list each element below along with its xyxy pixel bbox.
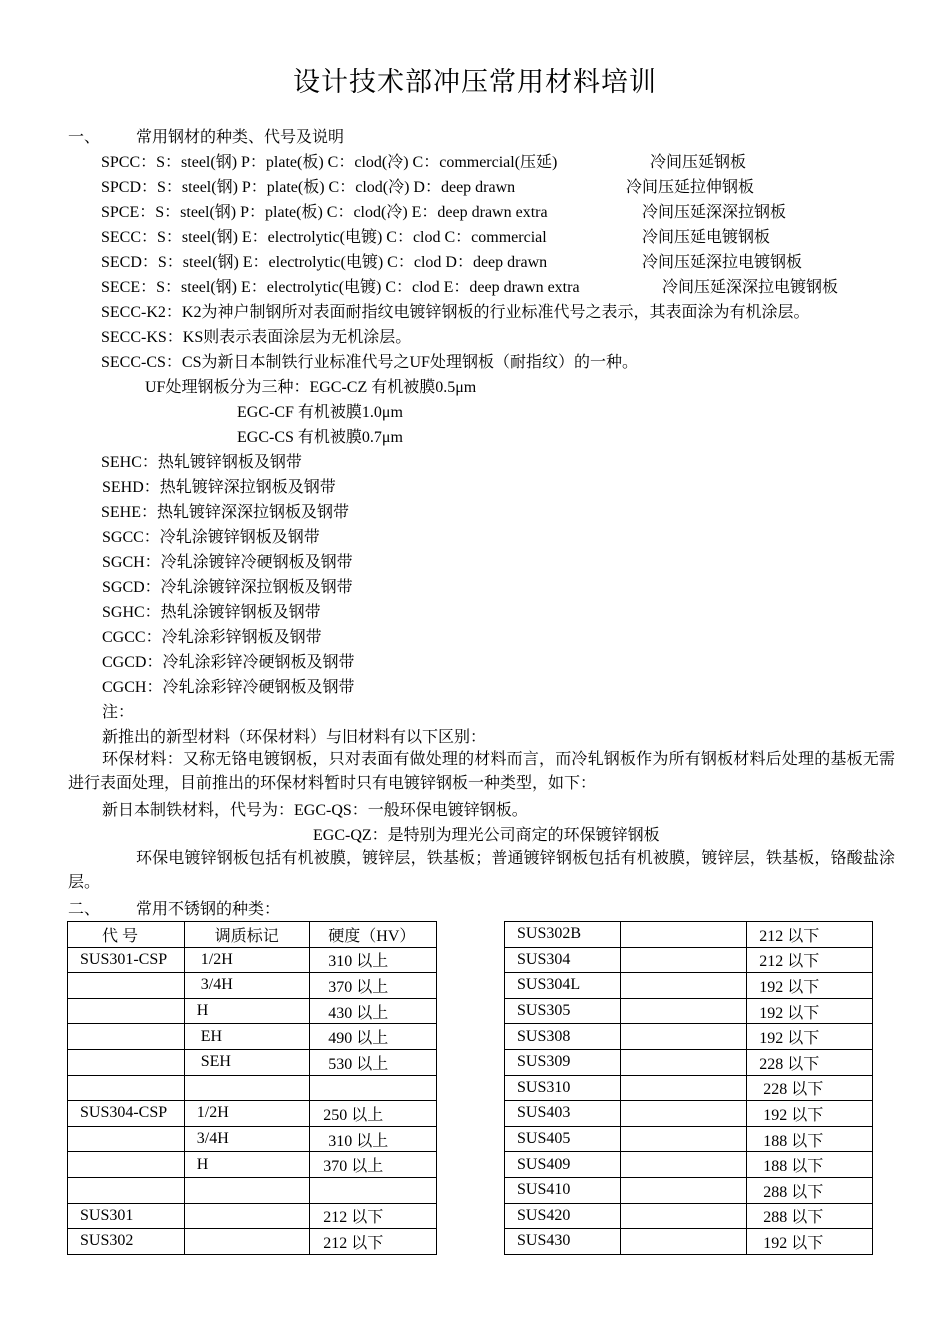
table-row bbox=[505, 1229, 873, 1255]
cell: SUS304 bbox=[505, 947, 621, 973]
header-hardness: 硬度（HV） bbox=[310, 922, 437, 948]
cell: 192 以下 bbox=[747, 1229, 873, 1255]
cell bbox=[620, 1049, 746, 1075]
cell: 250 以上 bbox=[310, 1101, 437, 1127]
galv-item: SGCC：冷轧涂镀锌钢板及钢带 bbox=[102, 529, 320, 546]
cell: 188 以下 bbox=[747, 1152, 873, 1178]
cell: SUS308 bbox=[505, 1024, 621, 1050]
cell bbox=[620, 947, 746, 973]
galv-item: SGHC：热轧涂镀锌钢板及钢带 bbox=[102, 604, 321, 621]
cell bbox=[620, 1203, 746, 1229]
cell bbox=[68, 1126, 185, 1152]
stainless-table-left bbox=[67, 921, 437, 1255]
cell: SUS301 bbox=[68, 1203, 185, 1229]
cell: 192 以下 bbox=[747, 973, 873, 999]
table-row bbox=[68, 947, 437, 973]
cell: SUS304-CSP bbox=[68, 1101, 185, 1127]
cell bbox=[620, 1101, 746, 1127]
section-1-number: 一、 bbox=[68, 129, 101, 146]
table-row bbox=[505, 973, 873, 999]
code-cn-secd: 冷间压延深拉电镀钢板 bbox=[642, 254, 803, 271]
code-cn-sece: 冷间压延深深拉电镀钢板 bbox=[662, 279, 839, 296]
cell bbox=[68, 1152, 185, 1178]
cell: 228 以下 bbox=[747, 1049, 873, 1075]
cell: 1/2H bbox=[184, 1101, 310, 1127]
cell bbox=[68, 1177, 185, 1203]
galv-item: SEHE：热轧镀锌深深拉钢板及钢带 bbox=[101, 504, 350, 521]
code-desc: SPCC：S：steel(钢) P：plate(板) C：clod(冷) C：commercial(压延) bbox=[101, 154, 558, 171]
cell: SUS420 bbox=[505, 1203, 621, 1229]
cell: SUS410 bbox=[505, 1177, 621, 1203]
table-row bbox=[505, 1126, 873, 1152]
cell: SUS405 bbox=[505, 1126, 621, 1152]
cell: 188 以下 bbox=[747, 1126, 873, 1152]
cell: 3/4H bbox=[184, 973, 310, 999]
uf-cf-line: EGC-CF 有机被膜1.0μm bbox=[237, 404, 403, 421]
table-row bbox=[505, 1203, 873, 1229]
qs-line: 新日本制铁材料，代号为：EGC-QS：一般环保电镀锌钢板。 bbox=[102, 802, 528, 819]
cell: 192 以下 bbox=[747, 998, 873, 1024]
note-intro: 新推出的新型材料（环保材料）与旧材料有以下区别： bbox=[102, 729, 487, 746]
table-row bbox=[68, 1075, 437, 1101]
cell bbox=[620, 1152, 746, 1178]
cell bbox=[68, 998, 185, 1024]
secc-cs-line: SECC-CS：CS为新日本制铁行业标准代号之UF处理钢板（耐指纹）的一种。 bbox=[101, 354, 638, 371]
cell bbox=[310, 1177, 437, 1203]
cell bbox=[620, 1075, 746, 1101]
qz-line: EGC-QZ：是特别为理光公司商定的环保镀锌钢板 bbox=[313, 827, 660, 844]
galv-item: CGCH：冷轧涂彩锌冷硬钢板及钢带 bbox=[102, 679, 355, 696]
table-row bbox=[68, 973, 437, 999]
header-temper: 调质标记 bbox=[184, 922, 310, 948]
cell bbox=[68, 973, 185, 999]
cell: 430 以上 bbox=[310, 998, 437, 1024]
cell: 288 以下 bbox=[747, 1177, 873, 1203]
cell: SUS309 bbox=[505, 1049, 621, 1075]
galv-item: SEHC：热轧镀锌钢板及钢带 bbox=[101, 454, 302, 471]
cell: SUS304L bbox=[505, 973, 621, 999]
cell: 228 以下 bbox=[747, 1075, 873, 1101]
code-line-secc bbox=[101, 228, 547, 248]
code-line-spcd bbox=[101, 178, 515, 198]
cell: 490 以上 bbox=[310, 1024, 437, 1050]
table-row bbox=[68, 1152, 437, 1178]
cell bbox=[620, 1024, 746, 1050]
section-2-heading bbox=[68, 900, 280, 920]
cell: 212 以下 bbox=[747, 947, 873, 973]
cell bbox=[68, 1024, 185, 1050]
cell bbox=[184, 1203, 310, 1229]
cell: 192 以下 bbox=[747, 1101, 873, 1127]
table-header-row bbox=[68, 922, 437, 948]
code-desc: SPCE：S：steel(钢) P：plate(板) C：clod(冷) E：deep drawn extra bbox=[101, 204, 548, 221]
table-row bbox=[68, 1024, 437, 1050]
cell: H bbox=[184, 998, 310, 1024]
cell bbox=[620, 922, 746, 948]
cell bbox=[68, 1075, 185, 1101]
cell: 192 以下 bbox=[747, 1024, 873, 1050]
cell: 370 以上 bbox=[310, 973, 437, 999]
secc-k2-line: SECC-K2：K2为神户制钢所对表面耐指纹电镀锌钢板的行业标准代号之表示，其表面涂为有机涂层。 bbox=[101, 304, 810, 321]
galv-item: CGCC：冷轧涂彩锌钢板及钢带 bbox=[102, 629, 322, 646]
code-desc: SECE：S：steel(钢) E：electrolytic(电镀) C：clod E：deep drawn extra bbox=[101, 279, 580, 296]
uf-cs-line: EGC-CS 有机被膜0.7μm bbox=[237, 429, 403, 446]
table-row bbox=[505, 947, 873, 973]
cell: SUS301-CSP bbox=[68, 947, 185, 973]
header-code: 代 号 bbox=[68, 922, 185, 948]
cell bbox=[620, 1229, 746, 1255]
eco-paragraph: 环保材料：又称无铬电镀钢板，只对表面有做处理的材料而言，而冷轧钢板作为所有钢板材料后处理的基板无需进行表面处理，目前推出的环保材料暂时只有电镀锌钢板一种类型，如下： bbox=[68, 751, 895, 792]
cell: SUS409 bbox=[505, 1152, 621, 1178]
code-cn-spce: 冷间压延深深拉钢板 bbox=[642, 204, 787, 221]
code-desc: SECC：S：steel(钢) E：electrolytic(电镀) C：clod C：commercial bbox=[101, 229, 547, 246]
uf-intro-line: UF处理钢板分为三种：EGC-CZ 有机被膜0.5μm bbox=[145, 379, 477, 396]
cell: H bbox=[184, 1152, 310, 1178]
cell bbox=[620, 1177, 746, 1203]
cell: 212 以下 bbox=[310, 1229, 437, 1255]
section-2-title: 常用不锈钢的种类： bbox=[136, 901, 281, 918]
code-cn-secc: 冷间压延电镀钢板 bbox=[642, 229, 771, 246]
stainless-table-right bbox=[504, 921, 873, 1255]
cell: 288 以下 bbox=[747, 1203, 873, 1229]
cell bbox=[68, 1049, 185, 1075]
galv-item: CGCD：冷轧涂彩锌冷硬钢板及钢带 bbox=[102, 654, 355, 671]
cell: SEH bbox=[184, 1049, 310, 1075]
section-2-number: 二、 bbox=[68, 901, 101, 918]
cell: SUS310 bbox=[505, 1075, 621, 1101]
galv-item: SGCD：冷轧涂镀锌深拉钢板及钢带 bbox=[102, 579, 353, 596]
cell bbox=[184, 1075, 310, 1101]
section-1-heading bbox=[68, 128, 344, 148]
table-row bbox=[68, 1177, 437, 1203]
cell: 370 以上 bbox=[310, 1152, 437, 1178]
table-row bbox=[68, 1229, 437, 1255]
cell: SUS302 bbox=[68, 1229, 185, 1255]
code-desc: SECD：S：steel(钢) E：electrolytic(电镀) C：clod D：deep drawn bbox=[101, 254, 548, 271]
cell: 530 以上 bbox=[310, 1049, 437, 1075]
cell: SUS305 bbox=[505, 998, 621, 1024]
cell: 212 以下 bbox=[310, 1203, 437, 1229]
code-line-sece bbox=[101, 278, 580, 298]
table-row bbox=[68, 1101, 437, 1127]
galv-item: SEHD：热轧镀锌深拉钢板及钢带 bbox=[102, 479, 336, 496]
table-row bbox=[505, 1177, 873, 1203]
table-row bbox=[505, 1049, 873, 1075]
galv-item: SGCH：冷轧涂镀锌冷硬钢板及钢带 bbox=[102, 554, 353, 571]
section-1-title: 常用钢材的种类、代号及说明 bbox=[136, 129, 345, 146]
code-line-secd bbox=[101, 253, 547, 273]
cell: 3/4H bbox=[184, 1126, 310, 1152]
page-title: 设计技术部冲压常用材料培训 bbox=[293, 67, 657, 97]
table-row bbox=[505, 1075, 873, 1101]
table-row bbox=[68, 1049, 437, 1075]
cell: SUS430 bbox=[505, 1229, 621, 1255]
code-cn-spcc: 冷间压延钢板 bbox=[650, 154, 747, 171]
cell: SUS302B bbox=[505, 922, 621, 948]
table-row bbox=[505, 1024, 873, 1050]
table-row bbox=[68, 998, 437, 1024]
code-cn-spcd: 冷间压延拉伸钢板 bbox=[626, 179, 755, 196]
cell bbox=[620, 998, 746, 1024]
cell: 212 以下 bbox=[747, 922, 873, 948]
cell bbox=[620, 973, 746, 999]
table-row bbox=[505, 998, 873, 1024]
table-row bbox=[505, 922, 873, 948]
table-row bbox=[505, 1101, 873, 1127]
secc-ks-line: SECC-KS：KS则表示表面涂层为无机涂层。 bbox=[101, 329, 412, 346]
cell bbox=[310, 1075, 437, 1101]
cell: EH bbox=[184, 1024, 310, 1050]
code-line-spce bbox=[101, 203, 548, 223]
code-line-spcc bbox=[101, 153, 557, 173]
cell: 1/2H bbox=[184, 947, 310, 973]
cell: SUS403 bbox=[505, 1101, 621, 1127]
cell bbox=[184, 1229, 310, 1255]
cell bbox=[620, 1126, 746, 1152]
note-label: 注： bbox=[102, 704, 135, 721]
compare-paragraph: 环保电镀锌钢板包括有机被膜，镀锌层，铁基板；普通镀锌钢板包括有机被膜，镀锌层，铁基板，铬酸盐涂层。 bbox=[68, 850, 895, 891]
cell bbox=[184, 1177, 310, 1203]
code-desc: SPCD：S：steel(钢) P：plate(板) C：clod(冷) D：deep drawn bbox=[101, 179, 516, 196]
table-row bbox=[505, 1152, 873, 1178]
table-row bbox=[68, 1126, 437, 1152]
table-row bbox=[68, 1203, 437, 1229]
cell: 310 以上 bbox=[310, 1126, 437, 1152]
cell: 310 以上 bbox=[310, 947, 437, 973]
